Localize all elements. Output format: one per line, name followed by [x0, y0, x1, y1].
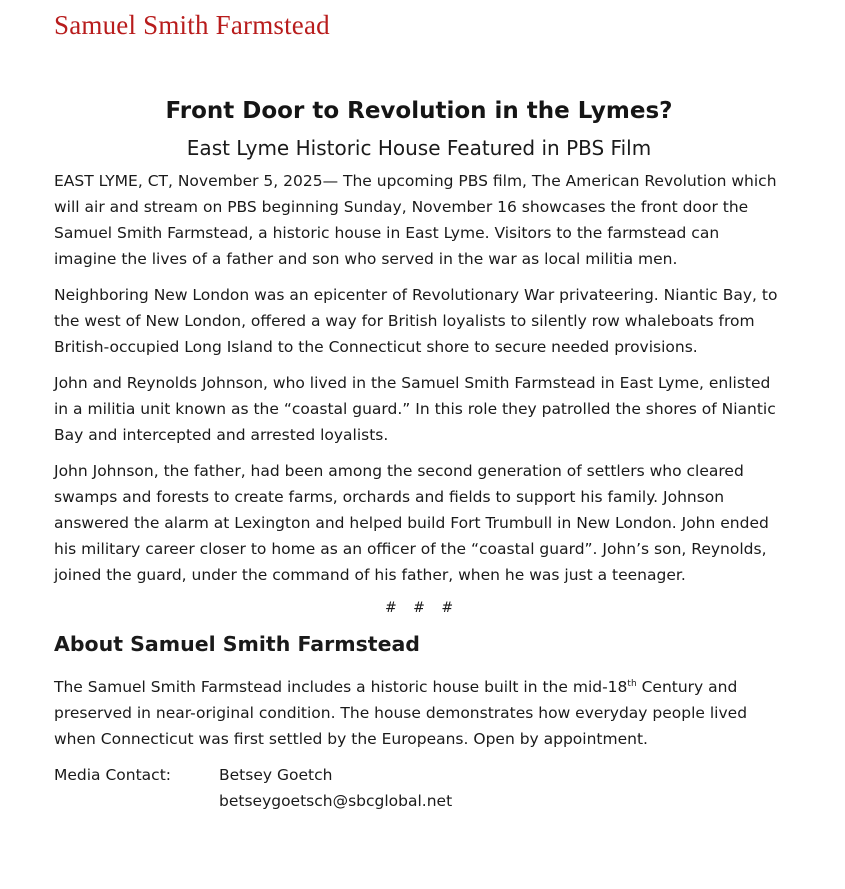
press-release — [54, 95, 784, 814]
media-contact-email[interactable]: betseygoetsch@sbcglobal.net — [219, 792, 453, 810]
media-contact-label: Media Contact: — [54, 766, 172, 784]
article-title: Front Door to Revolution in the Lymes? — [165, 98, 673, 124]
paragraph-intro: EAST LYME, CT, November 5, 2025— The upcoming PBS film, The American Revolution which will air and stream on PBS beginning Sunday, November 16 showcases the front door the Samuel Smith Farmstead, a historic house in East Lyme. Visitors to the farmstead can imagine the lives of a father and son who served in the war as local militia men. — [54, 172, 777, 268]
about-superscript: th — [627, 678, 637, 689]
paragraph-johnsons: John and Reynolds Johnson, who lived in the Samuel Smith Farmstead in East Lyme, enlisted in a militia unit known as the “coastal guard.” In this role they patrolled the shores of Niantic Bay and intercepted and arrested loyalists. — [54, 374, 776, 444]
about-paragraph — [54, 674, 784, 752]
about-heading: About Samuel Smith Farmstead — [54, 632, 420, 656]
media-contact-spacer — [54, 788, 219, 814]
about-text-start: The Samuel Smith Farmstead includes a historic house built in the mid-18 — [54, 678, 628, 696]
article-subtitle: East Lyme Historic House Featured in PBS Film — [186, 136, 652, 160]
paragraph-new-london: Neighboring New London was an epicenter of Revolutionary War privateering. Niantic Bay, to the west of New London, offered a way for British loyalists to silently row whaleboats from British-occupied Long Island to the Connecticut shore to secure needed provisions. — [54, 286, 778, 356]
media-contact — [54, 762, 784, 814]
section-separator: # # # — [384, 600, 454, 616]
paragraph-john-johnson: John Johnson, the father, had been among the second generation of settlers who cleared swamps and forests to create farms, orchards and fields to support his family. Johnson answered the alarm at Lexington and helped build Fort Trumbull in New London. John ended his military career closer to home as an officer of the “coastal guard”. John’s son, Reynolds, joined the guard, under the command of his father, when he was just a teenager. — [54, 462, 769, 584]
site-title: Samuel Smith Farmstead — [54, 10, 330, 40]
media-contact-name: Betsey Goetch — [219, 766, 333, 784]
about-text-end: Century and preserved in near-original condition. The house demonstrates how everyday people lived when Connecticut was first settled by the Europeans. Open by appointment. — [54, 678, 748, 748]
